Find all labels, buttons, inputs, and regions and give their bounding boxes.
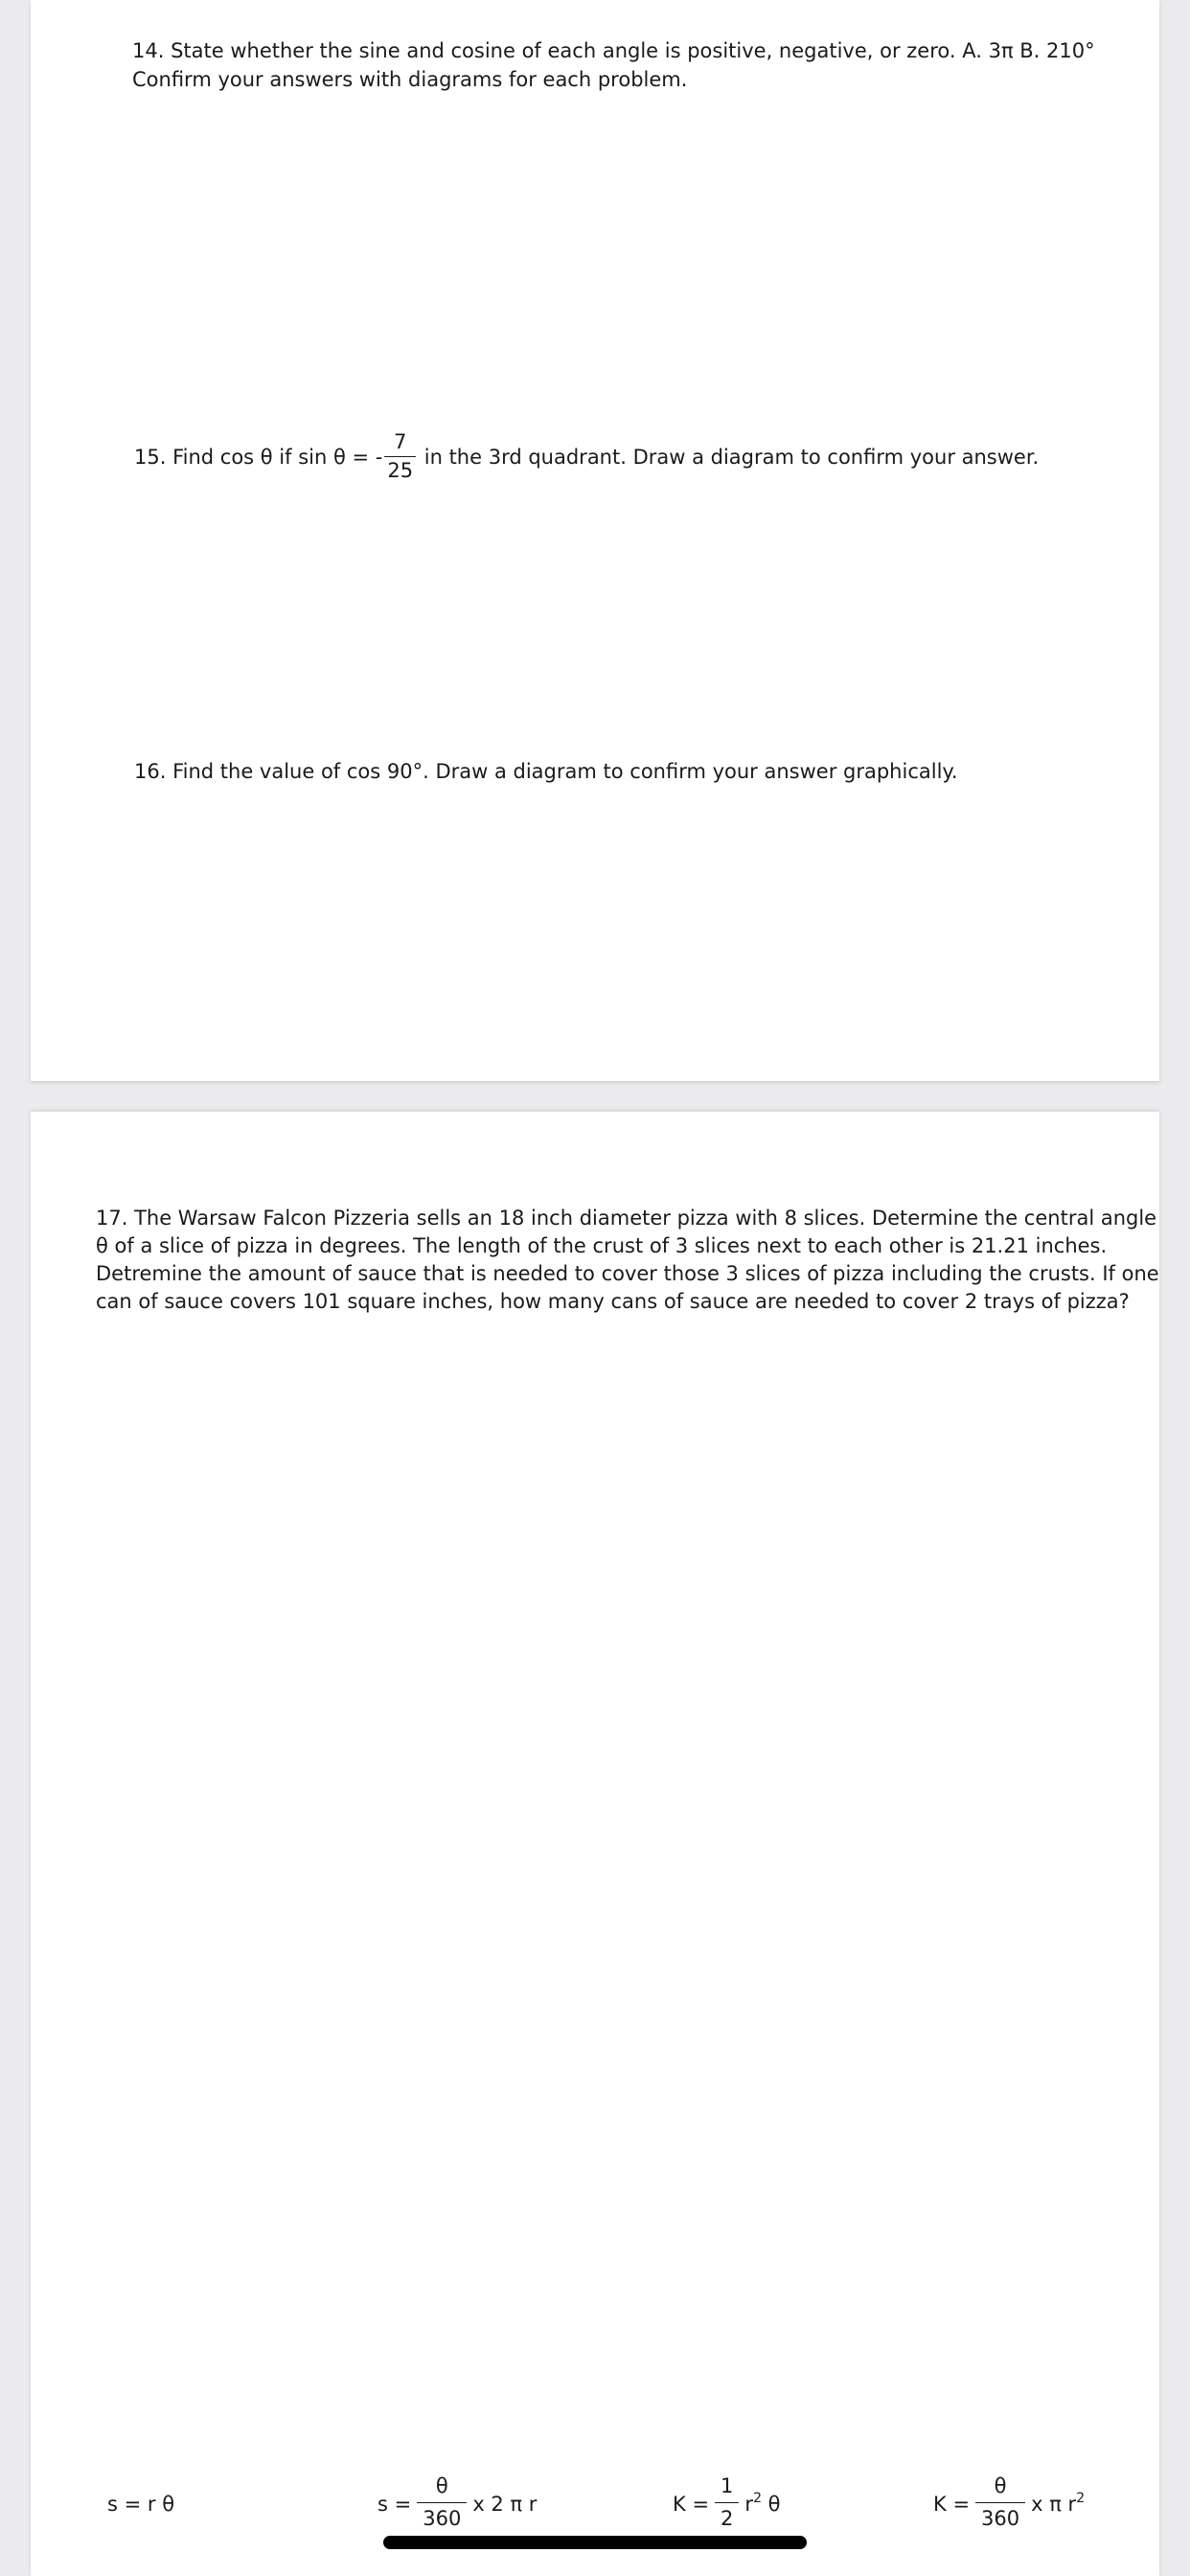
formula-fraction xyxy=(417,2473,467,2530)
formula-right: x 2 π r xyxy=(472,2493,538,2516)
formula-exponent: 2 xyxy=(753,2491,762,2506)
question-14-line-1: 14. State whether the sine and cosine of each angle is positive, negative, or zero. A. 3π B. 210° xyxy=(132,39,1095,62)
formula-fraction xyxy=(715,2473,739,2530)
question-17-line-1: 17. The Warsaw Falcon Pizzeria sells an 18 inch diameter pizza with 8 slices. Determine the central angle xyxy=(96,1207,1157,1230)
formula-sector-area-radians xyxy=(673,2465,781,2543)
question-17-line-4: can of sauce covers 101 square inches, how many cans of sauce are needed to cover 2 trays of pizza? xyxy=(96,1290,1130,1313)
formula-arc-length-degrees xyxy=(378,2465,537,2543)
question-17-line-3: Detremine the amount of sauce that is needed to cover those 3 slices of pizza including the crusts. If one xyxy=(96,1262,1159,1285)
formula-arc-length xyxy=(107,2465,174,2543)
question-14 xyxy=(132,36,1095,94)
fraction-numerator: 7 xyxy=(384,432,416,457)
question-14-line-2: Confirm your answers with diagrams for each problem. xyxy=(132,68,688,91)
fraction-numerator: θ xyxy=(417,2476,467,2503)
formula-left: K = xyxy=(673,2493,710,2516)
formula-sector-area-degrees xyxy=(933,2465,1085,2543)
formula-arc-length-text: s = r θ xyxy=(107,2493,175,2516)
fraction-denominator: 25 xyxy=(387,458,414,482)
fraction-numerator: 1 xyxy=(715,2476,739,2503)
question-15 xyxy=(134,431,1039,483)
formula-right-tail: θ xyxy=(761,2493,781,2516)
question-17 xyxy=(96,1205,1159,1316)
question-17-line-2: θ of a slice of pizza in degrees. The length of the crust of 3 slices next to each other is 21.21 inches. xyxy=(96,1234,1108,1257)
formula-right-base: r xyxy=(744,2493,754,2516)
fraction-numerator: θ xyxy=(975,2476,1025,2503)
fraction-denominator: 360 xyxy=(423,2506,462,2530)
fraction-denominator: 360 xyxy=(981,2506,1020,2530)
home-indicator-bar[interactable] xyxy=(383,2536,807,2549)
fraction-denominator: 2 xyxy=(721,2506,734,2530)
formula-exponent: 2 xyxy=(1076,2491,1086,2506)
formula-left: K = xyxy=(933,2493,971,2516)
question-15-prefix: 15. Find cos θ if sin θ = - xyxy=(134,446,383,469)
question-16: 16. Find the value of cos 90°. Draw a diagram to confirm your answer graphically. xyxy=(134,760,958,783)
formula-right-base: x π r xyxy=(1031,2493,1077,2516)
question-15-suffix: in the 3rd quadrant. Draw a diagram to confirm your answer. xyxy=(418,446,1040,469)
formula-fraction xyxy=(975,2473,1025,2530)
fraction-7-over-25 xyxy=(384,429,416,482)
worksheet-page-2 xyxy=(31,1112,1159,2576)
formula-left: s = xyxy=(378,2493,412,2516)
worksheet-page-1 xyxy=(31,0,1159,1081)
